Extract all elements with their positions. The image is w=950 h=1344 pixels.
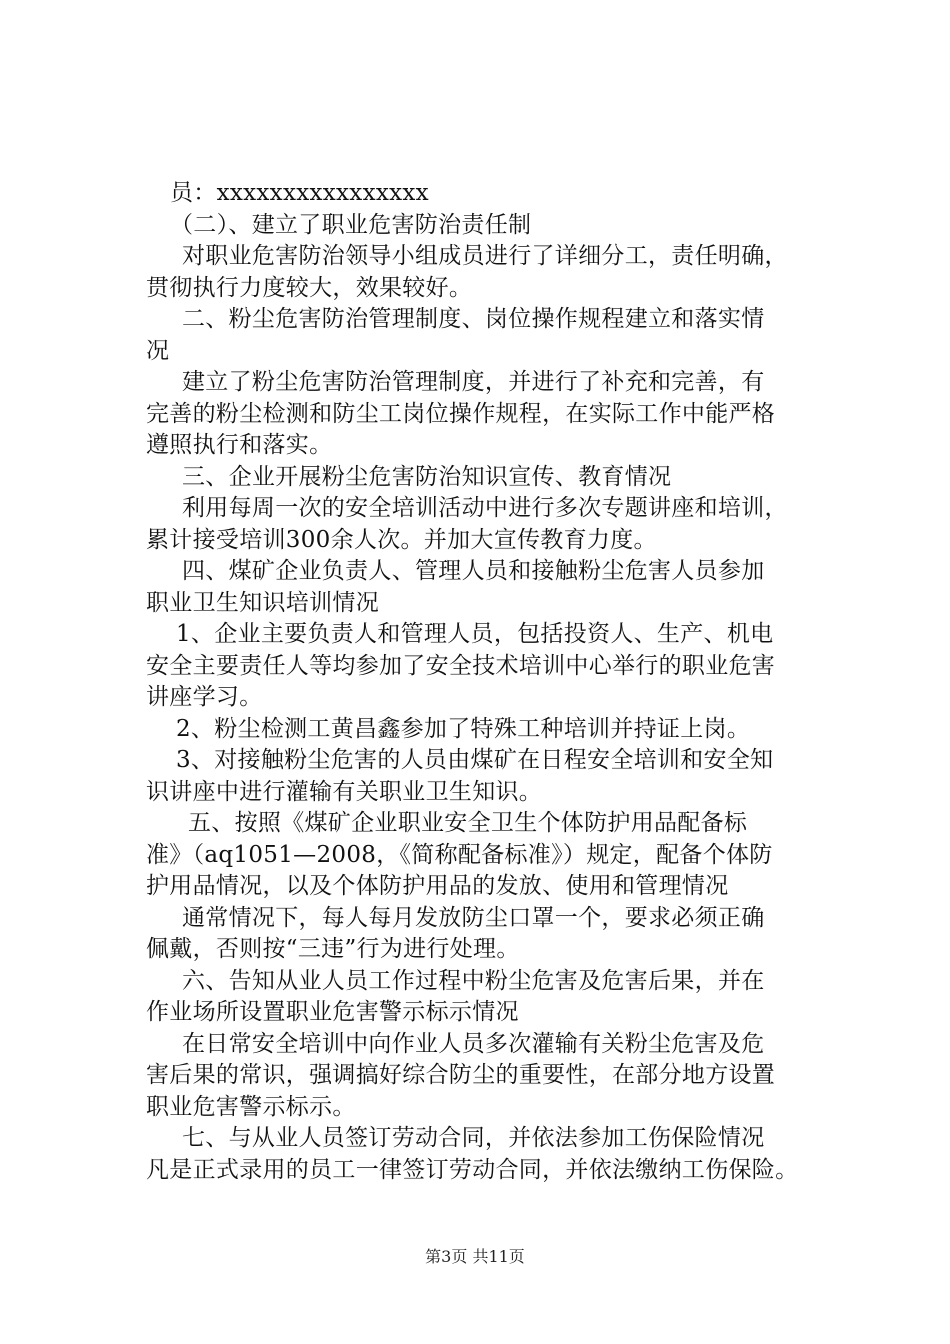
text-line: 三、企业开展粉尘危害防治知识宣传、教育情况 <box>182 463 672 490</box>
text-line: 1、企业主要负责人和管理人员，包括投资人、生产、机电 <box>176 621 774 647</box>
text-line: 2、粉尘检测工黄昌鑫参加了特殊工种培训并持证上岗。 <box>176 715 751 742</box>
text-line: 累计接受培训300余人次。并加大宣传教育力度。 <box>146 526 657 553</box>
text-line: 通常情况下，每人每月发放防尘口罩一个，要求必须正确 <box>182 904 765 931</box>
page-footer: 第3页 共11页 <box>425 1247 525 1266</box>
text-line: 护用品情况，以及个体防护用品的发放、使用和管理情况 <box>146 873 729 899</box>
text-line: 二、粉尘危害防治管理制度、岗位操作规程建立和落实情 <box>182 306 765 332</box>
text-line: 四、煤矿企业负责人、管理人员和接触粉尘危害人员参加 <box>182 558 765 584</box>
text-line: 职业卫生知识培训情况 <box>146 589 379 616</box>
text-line: 建立了粉尘危害防治管理制度，并进行了补充和完善，有 <box>182 369 765 395</box>
text-line: 在日常安全培训中向作业人员多次灌输有关粉尘危害及危 <box>182 1030 765 1057</box>
text-line: 讲座学习。 <box>146 684 263 710</box>
text-line: 职业危害警示标示。 <box>146 1093 356 1120</box>
text-line: 识讲座中进行灌输有关职业卫生知识。 <box>146 778 543 805</box>
text-line: 七、与从业人员签订劳动合同，并依法参加工伤保险情况 <box>182 1125 765 1151</box>
text-line: 员：xxxxxxxxxxxxxxxx <box>170 180 429 206</box>
text-line: 凡是正式录用的员工一律签订劳动合同，并依法缴纳工伤保险。 <box>146 1156 799 1183</box>
text-line: 利用每周一次的安全培训活动中进行多次专题讲座和培训， <box>182 495 788 521</box>
text-line: 贯彻执行力度较大，效果较好。 <box>146 274 473 301</box>
text-line: （二）、建立了职业危害防治责任制 <box>170 211 532 238</box>
text-line: 对职业危害防治领导小组成员进行了详细分工，责任明确， <box>182 243 788 269</box>
text-line: 五、按照《煤矿企业职业安全卫生个体防护用品配备标 <box>188 810 748 836</box>
text-line: 安全主要责任人等均参加了安全技术培训中心举行的职业危害 <box>146 652 776 679</box>
text-line: 六、告知从业人员工作过程中粉尘危害及危害后果，并在 <box>182 967 765 994</box>
document-body <box>146 178 836 1186</box>
text-line: 佩戴，否则按“三违”行为进行处理。 <box>146 936 520 962</box>
text-line: 况 <box>146 337 170 364</box>
text-line: 完善的粉尘检测和防尘工岗位操作规程，在实际工作中能严格 <box>146 400 776 427</box>
text-line: 准》（aq1051—2008，《简称配备标准》）规定，配备个体防 <box>146 841 773 868</box>
text-line: 作业场所设置职业危害警示标示情况 <box>146 999 519 1025</box>
text-line: 害后果的常识，强调搞好综合防尘的重要性，在部分地方设置 <box>146 1062 776 1088</box>
text-line: 遵照执行和落实。 <box>146 432 333 458</box>
text-line: 3、对接触粉尘危害的人员由煤矿在日程安全培训和安全知 <box>176 747 774 773</box>
